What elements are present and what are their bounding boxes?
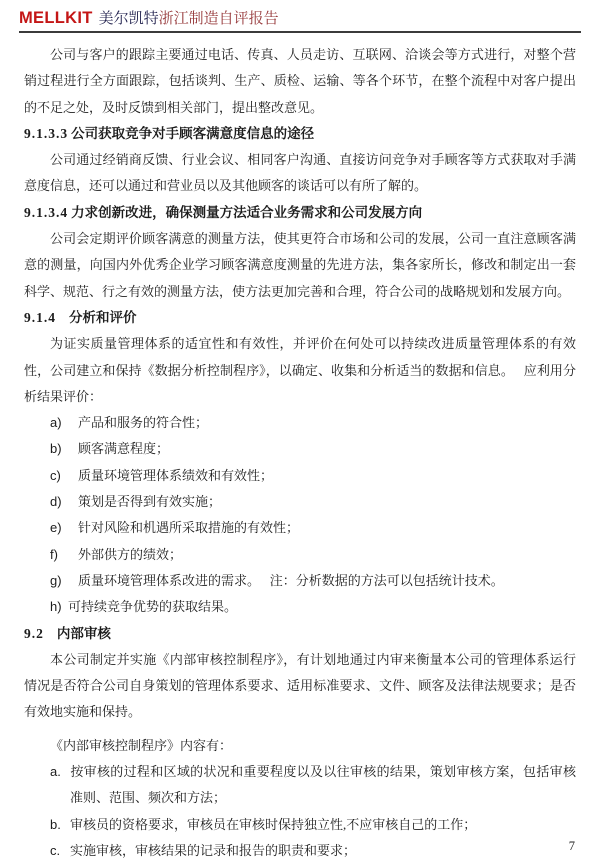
list-item-marker: c.	[50, 842, 61, 858]
section-heading-9-1-4	[24, 305, 576, 331]
heading-title: 内部审核	[56, 625, 111, 641]
list-item	[24, 515, 576, 541]
list-item	[24, 542, 576, 568]
list-item	[24, 812, 576, 838]
list-item-marker: f)	[50, 546, 58, 562]
paragraph-internal-audit: 本公司制定并实施《内部审核控制程序》，有计划地通过内审来衡量本公司的管理体系运行情况是否符合公司自身策划的管理体系要求、适用标准要求、文件、顾客及法律法规要求；是否有效地实施和保持。	[24, 651, 576, 720]
paragraph-customer-tracking: 公司与客户的跟踪主要通过电话、传真、人员走访、互联网、洽谈会等方式进行，对整个营销过程进行全方面跟踪，包括谈判、生产、质检、运输、等各个环节，在整个流程中对客户提出的不足之处，及时反馈到相关部门，提出整改意见。	[24, 47, 576, 115]
heading-title: 公司获取竞争对手顾客满意度信息的途径	[71, 125, 315, 141]
list-item	[24, 759, 576, 812]
paragraph-innovation: 公司会定期评价顾客满意的测量方法，使其更符合市场和公司的发展，公司一直注意顾客满意的测量，向国内外优秀企业学习顾客满意度测量的先进方法，集各家所长，修改和制定出一套科学、规范、行之有效的测量方法，使方法更加完善和合理，符合公司的战略规划和发展方向。	[24, 231, 576, 299]
list-item	[24, 436, 576, 462]
list-item-text: 质量环境管理体系绩效和有效性；	[78, 467, 274, 483]
heading-title: 力求创新改进，确保测量方法适合业务需求和公司发展方向	[71, 204, 423, 220]
document-header	[19, 7, 581, 28]
header-title-group	[99, 7, 279, 28]
list-item-text: 按审核的过程和区域的状况和重要程度以及以往审核的结果，策划审核方案，包括审核准则、范围、频次和方法；	[70, 764, 576, 806]
page-number: 7	[568, 839, 575, 853]
list-item	[24, 568, 576, 594]
list-item	[24, 838, 576, 864]
list-item-text: 针对风险和机遇所采取措施的有效性；	[78, 520, 300, 536]
list-item-marker: a)	[50, 415, 62, 431]
list-item-marker: b.	[50, 816, 61, 832]
list-item-text: 实施审核，审核结果的记录和报告的职责和要求；	[70, 842, 357, 858]
heading-number: 9.1.3.4	[24, 204, 69, 220]
list-item-marker: e)	[50, 520, 62, 536]
audit-procedure-list	[24, 759, 576, 864]
list-item	[24, 463, 576, 489]
list-item-text: 外部供方的绩效；	[78, 546, 183, 562]
list-item	[24, 594, 576, 620]
heading-number: 9.1.4	[24, 309, 56, 325]
list-item-text: 审核员的资格要求，审核员在审核时保持独立性,不应审核自己的工作；	[70, 816, 477, 832]
paragraph-analysis: 为证实质量管理体系的适宜性和有效性，并评价在何处可以持续改进质量管理体系的有效性，公司建立和保持《数据分析控制程序》，以确定、收集和分析适当的数据和信息。 应利用分析结果评价：	[24, 336, 576, 404]
list-item-text: 可持续竞争优势的获取结果。	[68, 599, 238, 615]
list-item-text: 产品和服务的符合性；	[78, 415, 209, 431]
list-item	[24, 410, 576, 436]
heading-title: 分析和评价	[69, 309, 137, 325]
list-item-text: 质量环境管理体系改进的需求。 注：分析数据的方法可以包括统计技术。	[78, 572, 504, 588]
list-item-marker: g)	[50, 572, 62, 588]
list-item-text: 策划是否得到有效实施；	[78, 494, 222, 510]
analysis-result-list	[24, 410, 576, 620]
section-heading-9-2	[24, 621, 576, 647]
section-heading-9-1-3-4	[24, 200, 576, 226]
list-item-marker: c)	[50, 467, 61, 483]
header-divider	[19, 31, 581, 33]
document-body	[24, 42, 576, 864]
company-name: 美尔凯特	[98, 11, 159, 27]
paragraph-competitor-info: 公司通过经销商反馈、行业会议、相同客户沟通、直接访问竞争对手顾客等方式获取对手满意度信息，还可以通过和营业员以及其他顾客的谈话可以有所了解的。	[24, 152, 576, 194]
document-title: 浙江制造自评报告	[158, 11, 279, 27]
section-heading-9-1-3-3	[24, 121, 576, 147]
heading-number: 9.2	[24, 625, 44, 641]
list-item-marker: d)	[50, 494, 62, 510]
list-item-marker: a.	[50, 764, 61, 780]
list-item-marker: h)	[50, 599, 62, 615]
list-item-text: 顾客满意程度；	[78, 441, 170, 457]
paragraph-audit-contents-intro: 《内部审核控制程序》内容有：	[50, 737, 233, 753]
list-item	[24, 489, 576, 515]
list-item-marker: b)	[50, 441, 62, 457]
brand-logo-text: MELLKIT	[19, 9, 93, 27]
heading-number: 9.1.3.3	[24, 125, 69, 141]
